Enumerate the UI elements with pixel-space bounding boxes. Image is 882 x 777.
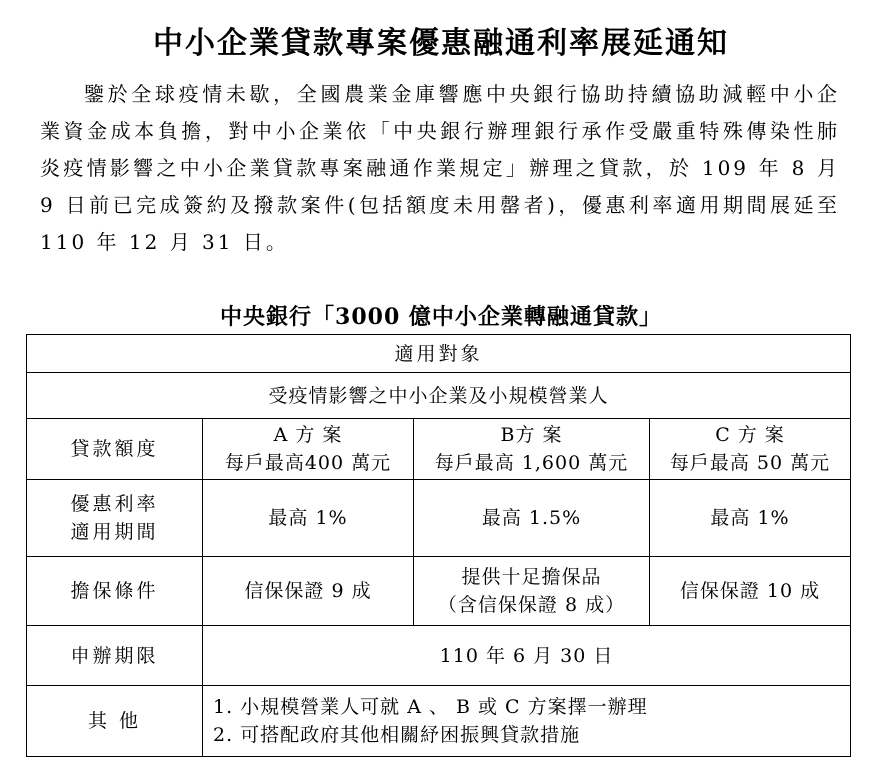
- notice-body: 鑒於全球疫情未歇，全國農業金庫響應中央銀行協助持續協助減輕中小企業資金成本負擔，對中小企業依「中央銀行辦理銀行承作受嚴重特殊傳染性肺炎疫情影響之中小企業貸款專案融通作業規定」辦理之貸款，於 109 年 8 月 9 日前已完成簽約及撥款案件(包括額度未用罄者)，優惠利率適用期間展延至 110 年 12 月 31 日。: [40, 82, 840, 254]
- plan-a-rate: 最高 1%: [203, 480, 414, 557]
- other-label: 其 他: [27, 686, 203, 757]
- applicable-header-cell: 適用對象: [27, 335, 851, 373]
- plan-a-collateral: 信保保證 9 成: [203, 557, 414, 626]
- rate-label-line1: 優惠利率: [70, 493, 159, 516]
- table-caption: 中央銀行「3000 億中小企業轉融通貸款」: [220, 304, 662, 330]
- plan-c-cell: [650, 418, 851, 480]
- plan-b-collateral-line1: 提供十足擔保品: [461, 565, 602, 588]
- rate-row: [27, 480, 851, 557]
- plan-b-limit: 每戶最高 1,600 萬元: [434, 452, 629, 475]
- other-list: [203, 686, 851, 757]
- collateral-row: [27, 557, 851, 626]
- applicable-header-row: [27, 335, 851, 373]
- plan-c-collateral: 信保保證 10 成: [650, 557, 851, 626]
- plan-a-cell: [203, 418, 414, 480]
- rate-label: [27, 480, 203, 557]
- deadline-value: 110 年 6 月 30 日: [203, 625, 851, 686]
- loan-amount-label: 貸款額度: [27, 418, 203, 480]
- plan-b-rate: 最高 1.5%: [414, 480, 650, 557]
- plan-c-name: C 方 案: [715, 424, 785, 447]
- other-row: [27, 686, 851, 757]
- rate-label-line2: 適用期間: [70, 521, 159, 544]
- plan-b-collateral: [414, 557, 650, 626]
- plan-c-limit: 每戶最高 50 萬元: [669, 452, 831, 475]
- notice-paragraph: [40, 76, 840, 261]
- loan-program-table: [26, 334, 851, 757]
- plan-a-limit: 每戶最高400 萬元: [224, 452, 392, 475]
- page-title: 中小企業貸款專案優惠融通利率展延通知: [153, 26, 729, 61]
- plan-b-name: B方 案: [500, 424, 563, 447]
- plan-b-cell: [414, 418, 650, 480]
- plan-b-collateral-line2: （含信保保證 8 成）: [437, 593, 626, 616]
- other-item-1: 1. 小規模營業人可就 A 、 B 或 C 方案擇一辦理: [213, 696, 648, 719]
- deadline-label: 申辦期限: [27, 625, 203, 686]
- deadline-row: [27, 625, 851, 686]
- applicable-value-row: [27, 373, 851, 418]
- collateral-label: 擔保條件: [27, 557, 203, 626]
- other-item-2: 2. 可搭配政府其他相關紓困振興貸款措施: [213, 724, 581, 747]
- applicable-value-cell: 受疫情影響之中小企業及小規模營業人: [27, 373, 851, 418]
- plan-a-name: A 方 案: [273, 424, 343, 447]
- plan-c-rate: 最高 1%: [650, 480, 851, 557]
- loan-amount-row: [27, 418, 851, 480]
